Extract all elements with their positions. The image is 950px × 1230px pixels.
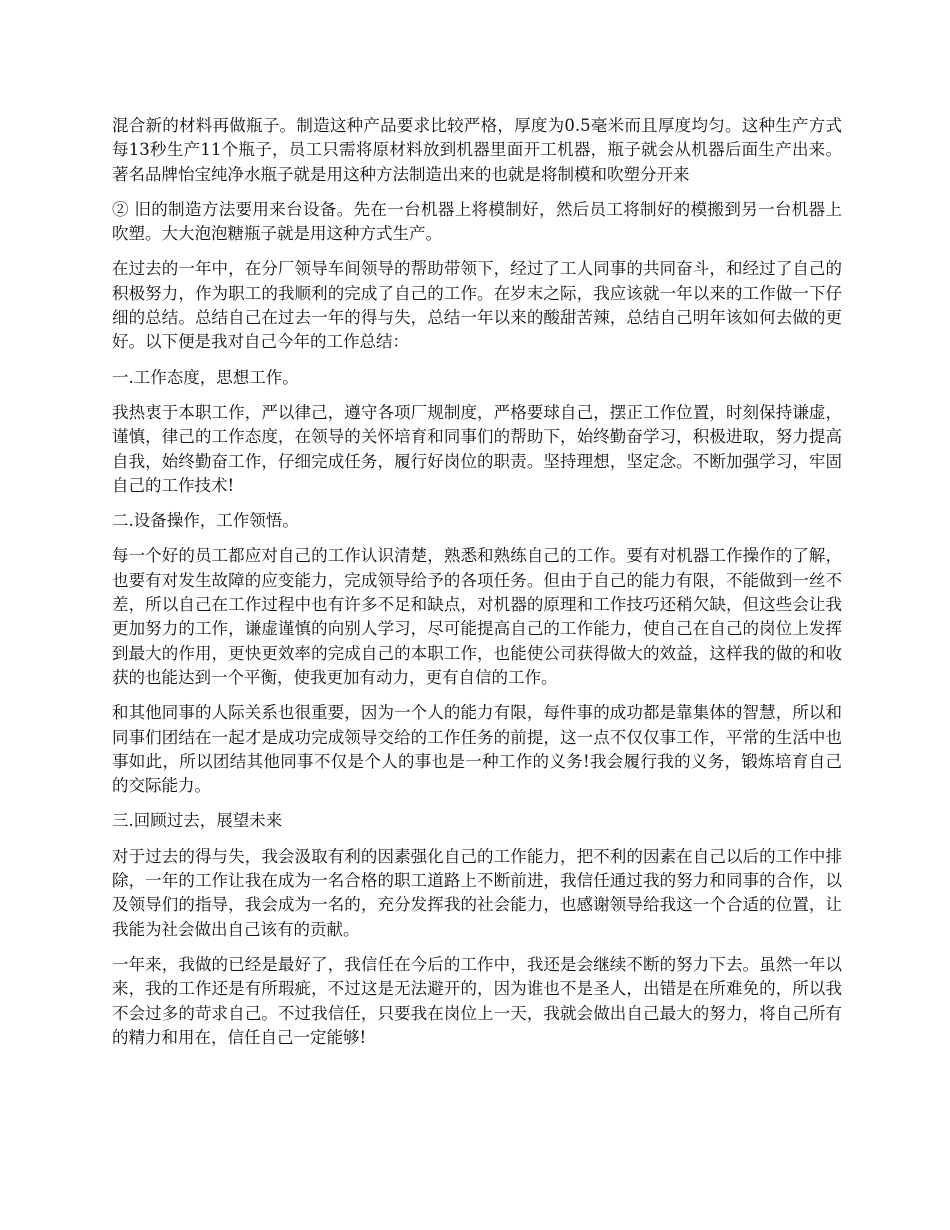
body-paragraph: 在过去的一年中，在分厂领导车间领导的帮助带领下，经过了工人同事的共同奋斗，和经过了自己的积极努力，作为职工的我顺利的完成了自己的工作。在岁末之际，我应该就一年以来的工作做一下仔细的总结。总结自己在过去一年的得与失，总结一年以来的酸甜苦辣，总结自己明年该如何去做的更好。以下便是我对自己今年的工作总结：: [112, 259, 842, 352]
body-paragraph: 和其他同事的人际关系也很重要，因为一个人的能力有限，每件事的成功都是靠集体的智慧，所以和同事们团结在一起才是成功完成领导交给的工作任务的前提，这一点不仅仅事工作，平常的生活中也事如此，所以团结其他同事不仅是个人的事也是一种工作的义务!我会履行我的义务，锻炼培育自己的交际能力。: [112, 703, 842, 796]
body-paragraph: 每一个好的员工都应对自己的工作认识清楚，熟悉和熟练自己的工作。要有对机器工作操作的了解，也要有对发生故障的应变能力，完成领导给予的各项任务。但由于自己的能力有限，不能做到一丝不差，所以自己在工作过程中也有许多不足和缺点，对机器的原理和工作技巧还稍欠缺，但这些会让我更加努力的工作，谦虚谨慎的向别人学习，尽可能提高自己的工作能力，使自己在自己的岗位上发挥到最大的作用，更快更效率的完成自己的本职工作，也能使公司获得做大的效益，这样我的做的和收获的也能达到一个平衡，使我更加有动力，更有自信的工作。: [112, 546, 842, 687]
section-heading: 三.回顾过去，展望未来: [112, 811, 283, 831]
body-paragraph: 混合新的材料再做瓶子。制造这种产品要求比较严格，厚度为0.5毫米而且厚度均匀。这种生产方式每13秒生产11个瓶子，员工只需将原材料放到机器里面开工机器，瓶子就会从机器后面生产出来。著名品牌怡宝纯净水瓶子就是用这种方法制造出来的也就是将制模和吹塑分开来: [112, 116, 842, 184]
section-heading: 二.设备操作，工作领悟。: [112, 511, 299, 531]
body-paragraph: 我热衷于本职工作，严以律己，遵守各项厂规制度，严格要球自己，摆正工作位置，时刻保持谦虚，谨慎，律己的工作态度，在领导的关怀培育和同事们的帮助下，始终勤奋学习，积极进取，努力提高自我，始终勤奋工作，仔细完成任务，履行好岗位的职责。坚持理想，坚定念。不断加强学习，牢固自己的工作技术!: [112, 402, 842, 495]
body-paragraph: 一年来，我做的已经是最好了，我信任在今后的工作中，我还是会继续不断的努力下去。虽然一年以来，我的工作还是有所瑕疵，不过这是无法避开的，因为谁也不是圣人，出错是在所难免的，所以我不会过多的苛求自己。不过我信任，只要我在岗位上一天，我就会做出自己最大的努力，将自己所有的精力和用在，信任自己一定能够!: [112, 954, 842, 1047]
body-paragraph: ② 旧的制造方法要用来台设备。先在一台机器上将模制好，然后员工将制好的模搬到另一台机器上吹塑。大大泡泡糖瓶子就是用这种方式生产。: [112, 199, 842, 244]
document-body: [112, 114, 842, 1061]
body-paragraph: 对于过去的得与失，我会汲取有利的因素强化自己的工作能力，把不利的因素在自己以后的工作中排除，一年的工作让我在成为一名合格的职工道路上不断前进，我信任通过我的努力和同事的合作，以及领导们的指导，我会成为一名的，充分发挥我的社会能力，也感谢领导给我这一个合适的位置，让我能为社会做出自己该有的贡献。: [112, 846, 842, 939]
section-heading: 一.工作态度，思想工作。: [112, 367, 299, 387]
